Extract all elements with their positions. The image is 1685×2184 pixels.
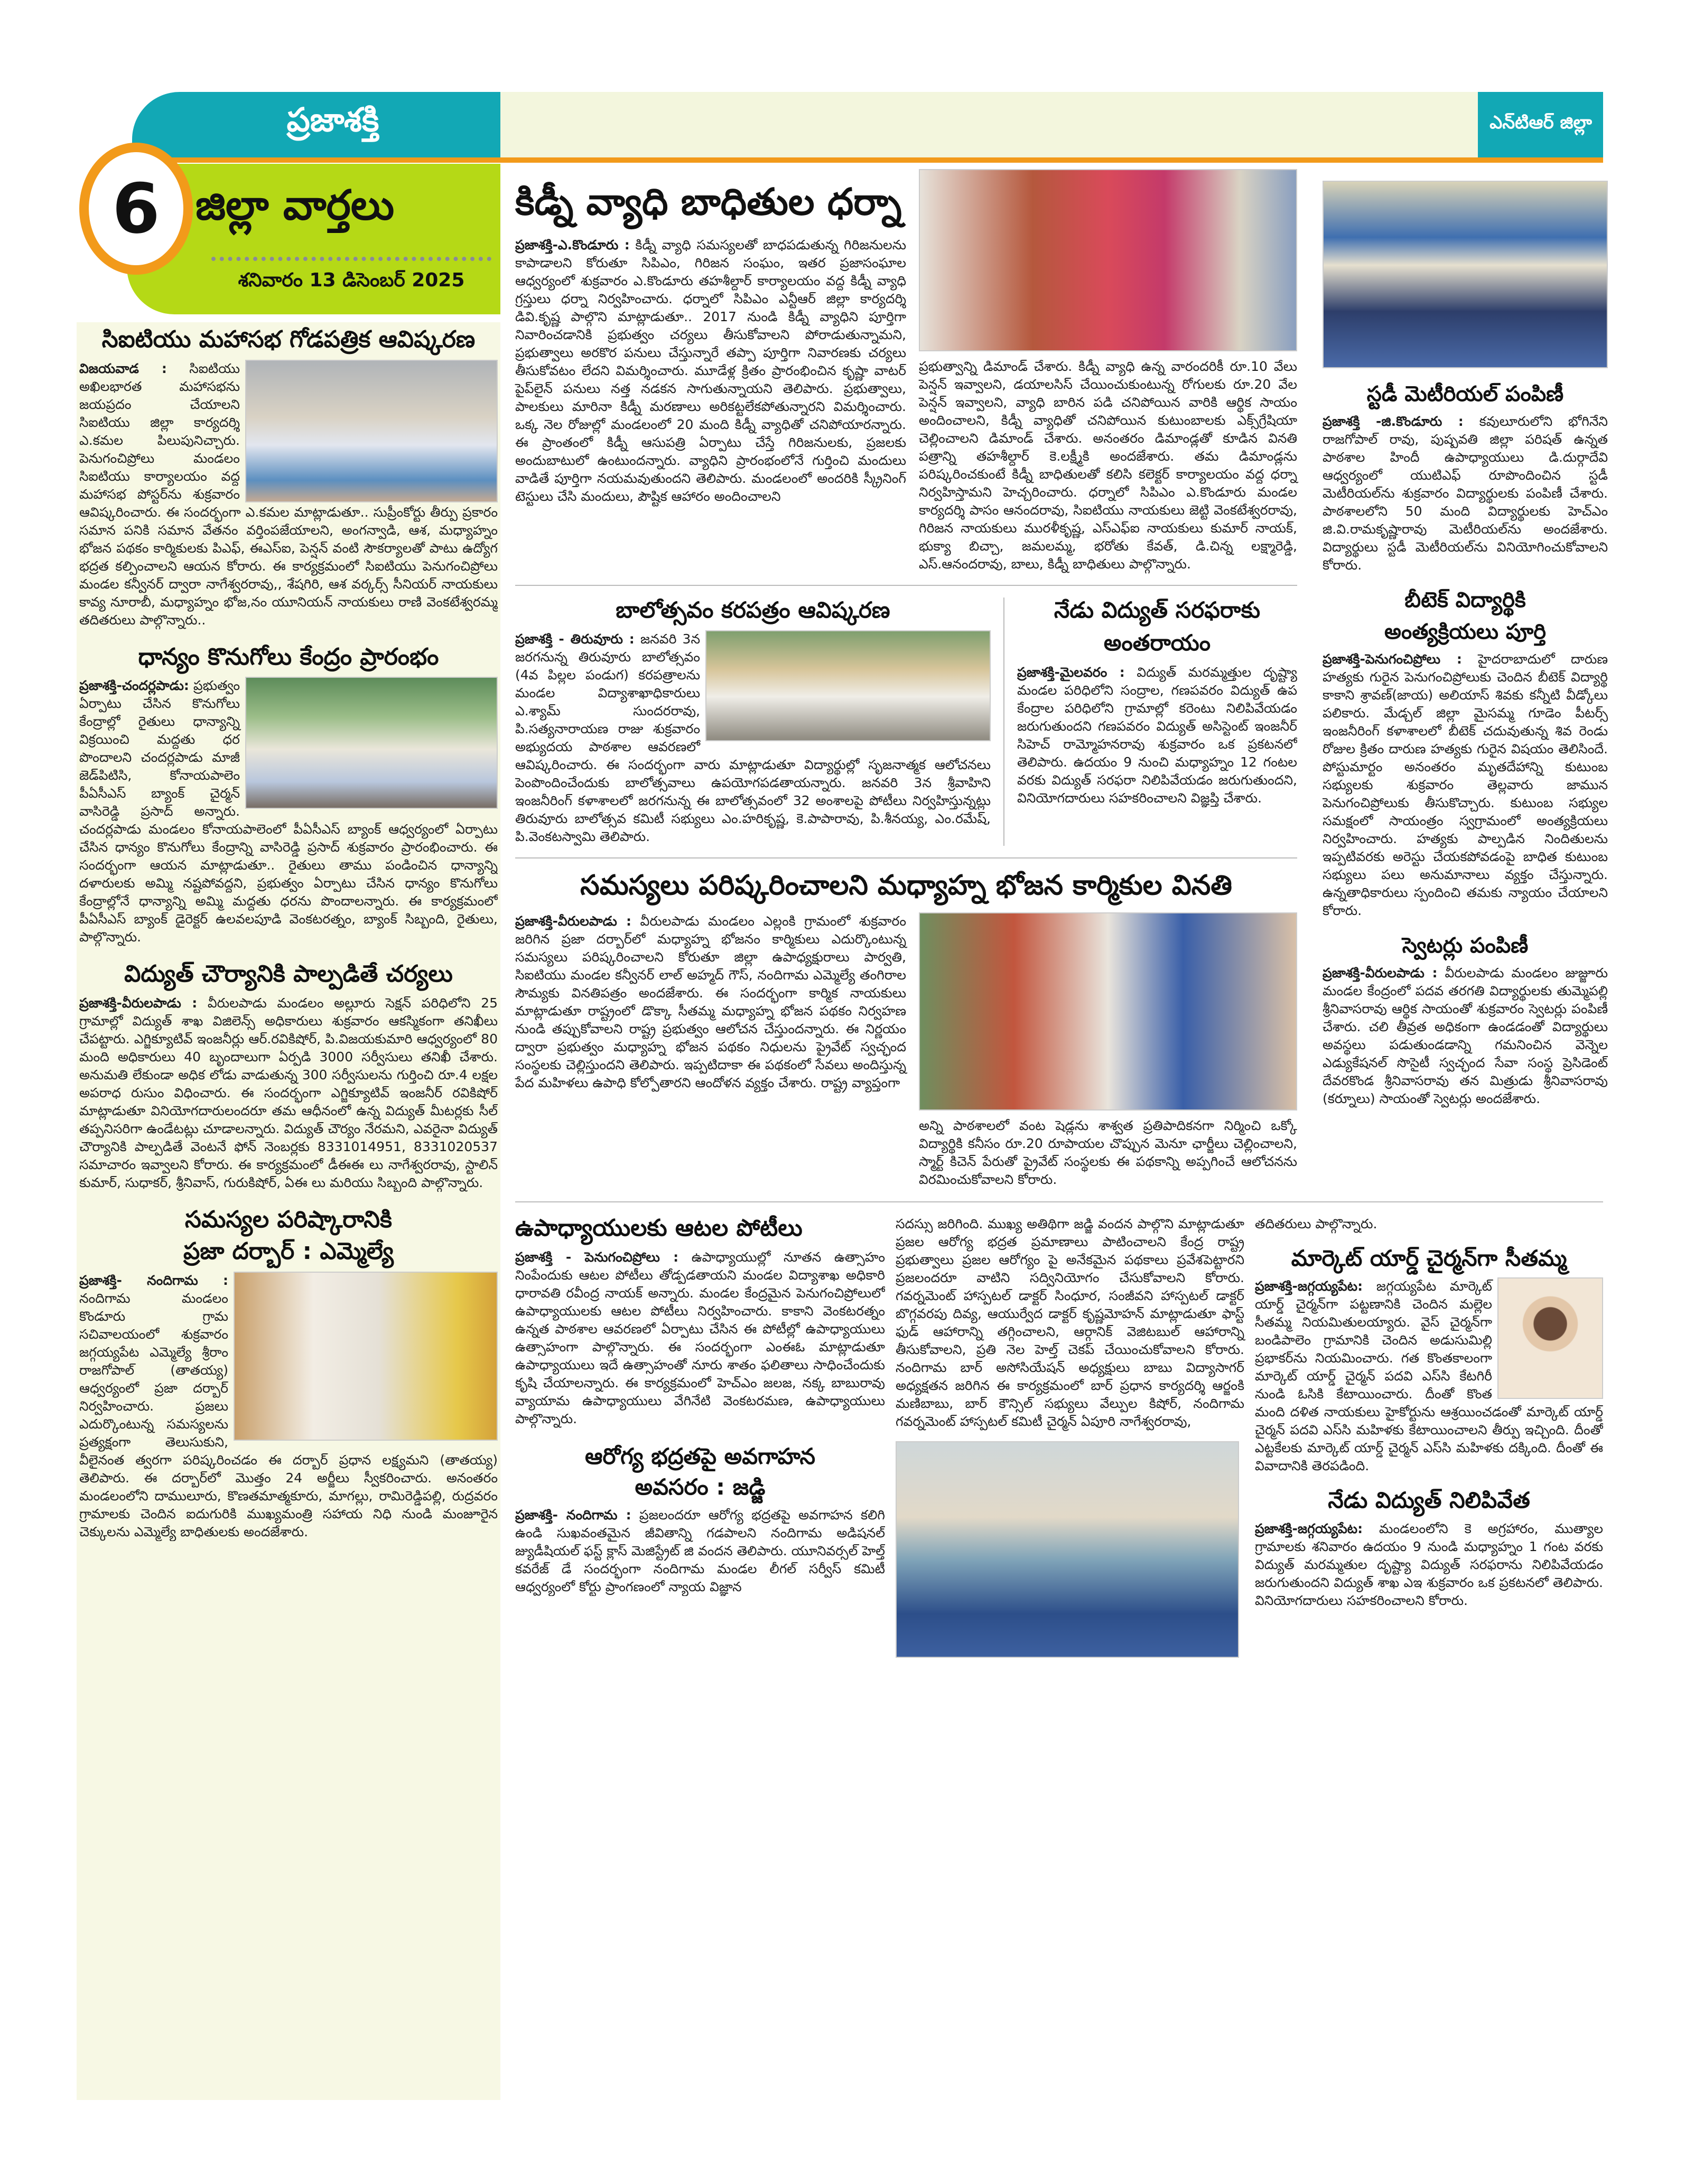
dotted-divider (211, 257, 491, 261)
lower-col2 (896, 1215, 1244, 1658)
article-power-stop (1255, 1488, 1603, 1609)
date-line: శనివారం 13 డిసెంబర్ 2025 (238, 269, 465, 291)
body-text: జనవరి 3న జరగనున్న తిరువూరు బాలోత్సవం (4వ పిల్లల పండుగ) కరపత్రాలను మండల విద్యాశాఖాధికారులు ఎ.శ్యామ్ సుందరరావు, పి.సత్యనారాయణ రాజు శుక్రవారం అభ్యుదయ పాఠశాల ఆవరణలో ఆవిష్కరించారు. ఈ సందర్భంగా వారు మాట్లాడుతూ విద్యార్థుల్లో సృజనాత్మక ఆలోచనలు పెంపొందించేందుకు బాలోత్సవాలు ఉపయోగపడతాయన్నారు. జనవరి 3న శ్రీవాహిని ఇంజనీరింగ్ కళాశాలలో జరగనున్న ఈ బాలోత్సవంలో 32 అంశాలపై పోటీలు నిర్వహిస్తున్నట్లు తిరువూరు బాలోత్సవ కమిటీ సభ్యులు ఎం.హరికృష్ణ, కె.పాపారావు, పి.శీనయ్య, ఎం.రమేష్, పి.వెంకటస్వామి తెలిపారు. (515, 631, 991, 845)
body-text: ప్రభుత్వం ఏర్పాటు చేసిన కొనుగోలు కేంద్రాల్లో రైతులు ధాన్యాన్ని విక్రయించి మద్దతు ధర పొందాలని చందర్లపాడు మాజీ జెడ్‌పిటిసి, కోనాయపాలెం పీఏసీఎస్ బ్యాంక్ చైర్మన్ వాసిరెడ్డి ప్రసాద్ అన్నారు. చందర్లపాడు మండలం కోనాయపాలెంలో పీఏసీఎస్ బ్యాంక్ ఆధ్వర్యంలో ఏర్పాటు చేసిన ధాన్యం కొనుగోలు కేంద్రాన్ని వాసిరెడ్డి ప్రసాద్ శుక్రవారం ప్రారంభించారు. ఈ సందర్భంగా ఆయన మాట్లాడుతూ.. రైతులు తాము పండించిన ధాన్యాన్ని దళారులకు అమ్మి నష్టపోవద్దని, ప్రభుత్వం ఏర్పాటు చేసిన ధాన్యం కొనుగోలు కేంద్రాల్లోనే ధాన్యాన్ని అమ్మి మద్దతు ధరను పొందాలన్నారు. ఈ కార్యక్రమంలో పీఏసీఎస్ బ్యాంక్ డైరెక్టర్ ఉలవలపూడి వెంకటరత్నం, బ్యాంక్ సిబ్బంది, రైతులు, పాల్గొన్నారు. (79, 678, 498, 945)
section-title: జిల్లా వార్తలు (196, 182, 395, 229)
headline: స్టడీ మెటీరియల్ పంపిణీ (1366, 382, 1564, 406)
body-text: నందిగామ మండలం కొండూరు గ్రామ సచివాలయంలో శుక్రవారం జగ్గయ్యపేట ఎమ్మెల్యే శ్రీరాం రాజగోపాల్ (తాతయ్య) ఆధ్వర్యంలో ప్రజా దర్బార్ నిర్వహించారు. ప్రజలు ఎదుర్కొంటున్న సమస్యలను ప్రత్యక్షంగా తెలుసుకుని, వీలైనంత త్వరగా పరిష్కరించడం ఈ దర్బార్ ప్రధాన లక్ష్యమని (తాతయ్య) తెలిపారు. ఈ దర్బార్‌లో మొత్తం 24 అర్జీలు స్వీకరించారు. అనంతరం మండలంలోని దాములూరు, కొణతమాత్మకూరు, మాగల్లు, రామిరెడ్డిపల్లి, రుద్రవరం గ్రామాలకు చెందిన ఐదుగురికి ముఖ్యమంత్రి సహాయ నిధి నుండి మంజూరైన చెక్కులను ఎమ్మెల్యే బాధితులకు అందజేశారు. (79, 1290, 498, 1539)
body-text: మండలంలోని కె అగ్రహారం, ముత్యాల గ్రామాలకు శనివారం ఉదయం 9 నుండి మధ్యాహ్నం 1 గంట వరకు విద్యుత్ మరమ్మతుల దృష్ట్యా విద్యుత్ సరఫరాను నిలిపివేయడం జరుగుతుందని విద్యుత్ శాఖ ఎఇ శుక్రవారం ఒక ప్రకటనలో తెలిపారు. వినియోగదారులు సహకరించాలని కోరారు. (1255, 1520, 1603, 1608)
left-column (77, 322, 500, 2100)
headline: ఉపాధ్యాయులకు ఆటల పోటీలు (515, 1215, 803, 1242)
headline-kidney: కిడ్నీ వ్యాధి బాధితుల ధర్నా (515, 180, 902, 223)
balotsavam-power-row (515, 598, 1297, 846)
article-health (515, 1444, 885, 1597)
headline-line-1: నేడు విద్యుత్ సరఫరాకు (1054, 598, 1261, 623)
photo-seethamma (1497, 1277, 1603, 1399)
headline-line-1: ఆరోగ్య భద్రతపై అవగాహన (584, 1443, 816, 1469)
right-column (1323, 169, 1608, 1108)
article-praja-darbar (79, 1207, 498, 1541)
dateline: ప్రజాశక్తి- నందిగామ : (79, 1272, 228, 1288)
main-area (515, 169, 1608, 1658)
upper-section (515, 169, 1608, 1189)
dateline: ప్రజాశక్తి-వీరులపాడు : (79, 995, 198, 1011)
kidney-col1 (515, 169, 906, 506)
headline: ధాన్యం కొనుగోలు కేంద్రం ప్రారంభం (138, 643, 439, 670)
dateline: ప్రజాశక్తి- నందిగామ : (515, 1507, 631, 1523)
headline-line-2: అంతరాయం (1103, 630, 1211, 656)
article-sweaters (1323, 934, 1608, 1108)
headline-line-2: అవసరం : జడ్జి (635, 1473, 766, 1500)
headline-line-2: అంత్యక్రియలు పూర్తి (1384, 620, 1547, 644)
masthead-band-middle (500, 92, 1478, 157)
headline: విద్యుత్ చౌర్యానికి పాల్పడితే చర్యలు (124, 961, 453, 988)
headline: మార్కెట్ యార్డ్ చైర్మన్‌గా సీతమ్మ (1291, 1246, 1567, 1272)
body-text: కిడ్నీ వ్యాధి సమస్యలతో బాధపడుతున్న గిరిజనులను కాపాడాలని కోరుతూ సిపిఎం, గిరిజన సంఘం, ఇతర ప్రజాసంఘాల ఆధ్వర్యంలో శుక్రవారం ఎ.కొండూరు తహశీల్దార్ కార్యాలయం వద్ద కిడ్నీ వ్యాధి గ్రస్తులు ధర్నా నిర్వహించారు. ధర్నాలో సిపిఎం ఎన్టీఆర్ జిల్లా కార్యదర్శి డివి.కృష్ణ పాల్గొని మాట్లాడుతూ.. 2017 నుండి కిడ్నీ వ్యాధిని పూర్తిగా నివారించడానికి ప్రభుత్వం చర్యలు తీసుకోవాలని పోరాడుతున్నామని, ప్రభుత్వాలు అరకొర పనులు చేస్తున్నారే తప్పా పూర్తిగా నివారణకు చర్యలు తీసుకోవటం లేదని విమర్శించారు. మూడేళ్ల క్రితం ప్రారంభించిన కృష్ణా వాటర్ పైప్‌లైన్ పనులు నత్త నడకన సాగుతున్నాయని తెలిపారు. ప్రభుత్వాలు, పాలకులు మారినా కిడ్నీ మరణాలు అరికట్టలేకపోతున్నారని విమర్శించారు. ఒక్క నెల రోజుల్లో మండలంలో 20 మంది కిడ్నీ వ్యాధితో చనిపోయారన్నారు. ఈ ప్రాంతంలో కిడ్నీ ఆసుపత్రి ఏర్పాటు చేస్తే గిరిజనులకు, ప్రజలకు అందుబాటులో ఉంటుందన్నారు. వ్యాధిని ప్రారంభంలోనే గుర్తించి మందులు వాడితే పూర్తిగా నయమవుతుందని తెలిపారు. మండలంలో అందరికి స్క్రీనింగ్ టెస్టులు చేసి మందులు, పౌష్టిక ఆహారం అందించాలని (515, 237, 906, 504)
district-label: ఎన్‌టిఆర్ జిల్లా (1489, 112, 1592, 133)
body-text: ఉపాధ్యాయుల్లో నూతన ఉత్సాహం నింపేందుకు ఆటల పోటీలు తోడ్పడతాయని మండల విద్యాశాఖ అధికారి ధారావతి రవీంద్ర నాయక్ అన్నారు. మండల కేంద్రమైన పెనుగంచిప్రోలులో ఉపాధ్యాయులకు ఆటల పోటీలు నిర్వహించారు. కాకాని వెంకటరత్నం ఉన్నత పాఠశాల ఆవరణలో ఏర్పాటు చేసిన ఈ పోటీల్లో ఉపాధ్యాయులు ఉత్సాహంగా పాల్గొన్నారు. ఈ సందర్భంగా ఎంఈఓ మాట్లాడుతూ ఉపాధ్యాయులు ఇదే ఉత్సాహంతో నూరు శాతం ఫలితాలు సాధించేందుకు కృషి చేయాలన్నారు. ఈ కార్యక్రమంలో హెచ్ఎం జలజ, నక్క బాబురావు వ్యాయామ ఉపాధ్యాయులు వేగినేటి వెంకటరమణ, ఉపాధ్యాయులు పాల్గొన్నారు. (515, 1249, 885, 1426)
article-balotsavam (515, 598, 991, 846)
body-text: సదస్సు జరిగింది. ముఖ్య అతిథిగా జడ్జి వందన పాల్గొని మాట్లాడుతూ ప్రజల ఆరోగ్య భద్రత ప్రమాణాలు పాటించాలని కేంద్ర రాష్ట్ర ప్రభుత్వాలు ప్రజల ఆరోగ్యం పై అనేకమైన పథకాలు ప్రవేశపెట్టారని ప్రజలందరూ వాటిని సద్వినియోగం చేసుకోవాలని కోరారు. గవర్నమెంట్ హాస్పటల్ డాక్టర్ సింధూర, సంజీవని హాస్పటల్ డాక్టర్ బొగ్గవరపు దివ్య, ఆయుర్వేద డాక్టర్ కృష్ణమోహన్ మాట్లాడుతూ ఫాస్ట్ ఫుడ్ ఆహారాన్ని తగ్గించాలని, ఆర్గానిక్ వెజిటబుల్ ఆహారాన్ని తీసుకోవాలని, ప్రతి నెల హెల్త్ చెకప్ చేయించుకోవాలని కోరారు. నందిగామ బార్ అసోసియేషన్ అధ్యక్షులు బాబు విద్యాసాగర్ అధ్యక్షతన జరిగిన ఈ కార్యక్రమంలో బార్ ప్రధాన కార్యదర్శి ఆర్జంకి మణిబాబు, బార్ కౌన్సిల్ సభ్యులు వేల్పుల కిషోర్, నందిగామ గవర్నమెంట్ హాస్పటల్ కమిటీ చైర్మన్ ఏపూరి నాగేశ్వరరావు, (896, 1216, 1244, 1430)
midday-columns (515, 912, 1297, 1189)
headline-line-1: సమస్యల పరిష్కారానికి (185, 1206, 392, 1233)
article-health-continued (896, 1215, 1244, 1431)
photo-balotsavam (705, 630, 991, 741)
divider (515, 585, 1297, 586)
dateline: ప్రజాశక్తి - తిరువూరు : (515, 631, 635, 647)
body-text: వీరులపాడు మండలం జుజ్జూరు మండల కేంద్రంలో పదవ తరగతి విద్యార్థులకు తుమ్మెపల్లి శ్రీనివాసరావు ఆర్థిక సాయంతో శుక్రవారం స్వెటర్లు పంపిణీ చేశారు. చలి తీవ్రత అధికంగా ఉండడంతో విద్యార్థులు అవస్థలు పడుతుండడాన్ని గమనించిన వెన్నెల ఎడ్యుకేషనల్ సొసైటీ స్వచ్ఛంద సేవా సంస్థ ప్రెసిడెంట్ దేవరకొండ శ్రీనివాసరావు తన మిత్రుడు శ్రీనివాసరావు (కర్నూలు) సాయంతో స్వెటర్లు అందజేశారు. (1323, 965, 1608, 1106)
article-citu (79, 326, 498, 629)
body-text: ప్రజలందరూ ఆరోగ్య భద్రతపై అవగాహన కలిగి ఉండి సుఖవంతమైన జీవితాన్ని గడపాలని నందిగామ అడిషనల్ జ్యుడీషియల్ ఫస్ట్ క్లాస్ మెజిస్ట్రేట్ జి వందన తెలిపారు. యూనివర్సల్ హెల్త్ కవరేజ్ డే సందర్భంగా నందిగామ మండల లీగల్ సర్వీస్ కమిటీ ఆధ్వర్యంలో కోర్టు ప్రాంగణంలో న్యాయ విజ్ఞాన (515, 1507, 885, 1595)
headline: సిఐటియు మహాసభ గోడపత్రిక ఆవిష్కరణ (101, 326, 476, 353)
article-btech (1323, 588, 1608, 920)
photo-kidney-dharna (919, 169, 1297, 351)
dateline: ప్రజాశక్తి-చందర్లపాడు: (79, 678, 189, 694)
photo-health-awareness (896, 1441, 1239, 1658)
divider (515, 1201, 1603, 1202)
dateline: ప్రజాశక్తి-జగ్గయ్యపేట: (1255, 1278, 1363, 1294)
dateline: ప్రజాశక్తి -జి.కొండూరు : (1323, 414, 1464, 429)
dateline: ప్రజాశక్తి-జగ్గయ్యపేట: (1255, 1520, 1363, 1536)
market-lead-in: తదితరులు పాల్గొన్నారు. (1255, 1216, 1377, 1232)
article-power-outage (1017, 598, 1297, 807)
dateline: ప్రజాశక్తి-ఎ.కొండూరు : (515, 237, 630, 253)
divider (1003, 598, 1004, 846)
photo-study-material (1323, 181, 1608, 368)
photo-grain-centre (245, 677, 498, 809)
lower-col1 (515, 1215, 885, 1596)
headline: నేడు విద్యుత్ నిలిపివేత (1328, 1488, 1530, 1514)
article-kidney (515, 169, 1297, 573)
lower-col3 (1255, 1215, 1603, 1610)
article-teachers-games (515, 1215, 885, 1428)
headline: బాలోత్సవం కరపత్రం ఆవిష్కరణ (616, 598, 890, 623)
headline-line-2: ప్రజా దర్బార్ : ఎమ్మెల్యే (183, 1238, 394, 1265)
article-market-yard (1255, 1246, 1603, 1475)
article-grain (79, 644, 498, 947)
body-text: విద్యుత్ మరమ్మత్తుల దృష్ట్యా మండల పరిధిలోని సంద్రాల, గణపవరం విద్యుత్ ఉప కేంద్రాల పరిధిలోని గ్రామాల్లో కరెంటు నిలిపివేయడం జరుగుతుందని గణపవరం విద్యుత్ అసిస్టెంట్ ఇంజనీర్ సిహెచ్ రామ్మోహనరావు శుక్రవారం ఒక ప్రకటనలో తెలిపారు. ఉదయం 9 నుంచి మధ్యాహ్నం 12 గంటల వరకు విద్యుత్ సరఫరా నిలిపివేయడం జరుగుతుందని, వినియోగదారులు సహకరించాలని విజ్ఞప్తి చేశారు. (1017, 664, 1297, 806)
photo-praja-darbar (234, 1272, 498, 1441)
body-text: అన్ని పాఠశాలలో వంట షెడ్లను శాశ్వత ప్రతిపాదికనగా నిర్మించి ఒక్కో విద్యార్థికి కనీసం రూ.20 రూపాయల చొప్పున మెనూ ఛార్జీలు చెల్లించాలని, స్మార్ట్ కిచెన్ పేరుతో ప్రైవేట్ సంస్థలకు ఈ పథకాన్ని అప్పగించే ఆలోచనను విరమించుకోవాలని కోరారు. (919, 1118, 1297, 1188)
dateline: ప్రజాశక్తి - పెనుగంచిప్రోలు : (515, 1249, 679, 1265)
photo-citu-poster (245, 360, 498, 502)
page-number-badge (79, 143, 193, 275)
body-text: సిఐటియు అఖిలభారత మహాసభను జయప్రదం చేయాలని సిఐటియు జిల్లా కార్యదర్శి ఎ.కమల పిలుపునిచ్చారు. పెనుగంచిప్రోలు మండలం సిఐటియు కార్యాలయం వద్ద మహాసభ పోస్టర్‌ను శుక్రవారం ఆవిష్కరించారు. ఈ సందర్భంగా ఎ.కమల మాట్లాడుతూ.. సుప్రీంకోర్టు తీర్పు ప్రకారం సమాన పనికి సమాన వేతనం వర్తింపజేయాలని, అంగన్వాడి, ఆశ, మధ్యాహ్నం భోజన పథకం కార్మికులకు పిఎఫ్, ఈఎస్ఐ, పెన్షన్ వంటి సౌకర్యాలతో పాటు ఉద్యోగ భద్రత కల్పించాలని ఆయన కోరారు. ఈ కార్యక్రమంలో సిఐటియు పెనుగంచిప్రోలు మండల కన్వీనర్ ద్వారా నాగేశ్వరరావు,, శేషగిరి, ఆశ వర్కర్స్ సీనియర్ నాయకులు కావ్య నూరాబీ, మధ్యాహ్నం భోజ,నం యూనియన్ నాయకులు రాణి వెంకటేశ్వరమ్మ తదితరులు పాల్గొన్నారు.. (79, 360, 498, 628)
body-text: హైదరాబాదులో దారుణ హత్యకు గురైన పెనుగంచిప్రోలుకు చెందిన బీటెక్ విద్యార్థి కాకాని శ్రావణ్(జాయ) అలియాస్ శివకు కన్నీటి వీడ్కోలు పలికారు. మేడ్చల్ జిల్లా మైసమ్మ గూడెం పీటర్స్ ఇంజనీరింగ్ కళాశాలలో బీటెక్ చదువుతున్న శివ రెండు రోజుల క్రితం దారుణ హత్యకు గురైన విషయం తెలిసిందే. పోస్టుమార్టం అనంతరం మృతదేహాన్ని కుటుంబ సభ్యులకు శుక్రవారం తెల్లవారు జామున పెనుగంచిప్రోలుకు తీసుకొచ్చారు. కుటుంబ సభ్యుల సమక్షంలో సాయంత్రం స్వగ్రామంలో అంత్యక్రియలు నిర్వహించారు. హత్యకు పాల్పడిన నిందితులను ఇప్పటివరకు అరెస్టు చేయకపోవడంపై బాధిత కుటుంబ సభ్యులు పలు అనుమానాలు వ్యక్తం చేస్తున్నారు. ఉన్నతాధికారులు స్పందించి తమకు న్యాయం చేయాలని కోరారు. (1323, 651, 1608, 918)
middle-column (515, 169, 1297, 1189)
kidney-col2 (919, 169, 1297, 573)
body-text: ప్రభుత్వాన్ని డిమాండ్ చేశారు. కిడ్నీ వ్యాధి ఉన్న వారందరికీ రూ.10 వేలు పెన్షన్ ఇవ్వాలని, డయాలసిస్ చేయించుకుంటున్న రోగులకు రూ.20 వేల పెన్షన్ ఇవ్వాలని, వ్యాధి బారిన పడి చనిపోయిన వారికి ఆర్థిక సాయం అందించాలని, కిడ్నీ వ్యాధితో చనిపోయిన కుటుంబాలకు ఎక్స్‌గ్రేషియా చెల్లించాలని డిమాండ్ చేశారు. అనంతరం డిమాండ్లతో కూడిన వినతి పత్రాన్ని తహశీల్దార్ కె.లక్ష్మీకి అందజేశారు. తమ డిమాండ్లను పరిష్కరించకుంటే కిడ్నీ బాధితులతో కలిసి కలెక్టర్ కార్యాలయం వద్ద ధర్నా నిర్వహిస్తామని హెచ్చరించారు. ధర్నాలో సిపిఎం ఎ.కొండూరు మండల కార్యదర్శి పాసం ఆనందరావు, సిఐటియు నాయకులు జెట్టి వెంకటేశ్వరరావు, గిరిజన నాయకులు మురళీకృష్ణ, ఎస్ఎఫ్ఐ నాయకులు కుమార్ నాయక్, భుక్యా బిచ్చా, జమలమ్మ, భరోతు కేవత్, డి.చిన్న లక్ష్మారెడ్డి, ఎస్.ఆనందరావు, బాలు, కిడ్నీ బాధితులు పాల్గొన్నారు. (919, 359, 1297, 572)
article-power-theft (79, 961, 498, 1192)
masthead-orange-rule (132, 157, 1603, 163)
photo-midday-meal (919, 912, 1297, 1110)
body-text: కవులూరులోని భోగినేని రాజగోపాల్ రావు, పుష్పవతి జిల్లా పరిషత్ ఉన్నత పాఠశాల హిందీ ఉపాధ్యాయులు డి.దుర్గాదేవి ఆధ్వర్యంలో యుటిఎఫ్ రూపొందించిన స్టడీ మెటీరియల్‌ను శుక్రవారం విద్యార్థులకు పంపిణీ చేశారు. పాఠశాలలోని 50 మంది విద్యార్థులకు హెచ్ఎం జి.వి.రామకృష్ణారావు మెటీరియల్‌ను అందజేశారు. విద్యార్థులు స్టడీ మెటీరియల్‌ను వినియోగించుకోవాలని కోరారు. (1323, 414, 1608, 573)
article-study-material (1323, 382, 1608, 574)
dateline: ప్రజాశక్తి-మైలవరం : (1017, 664, 1125, 680)
body-text: వీరులపాడు మండలం ఎల్లంకి గ్రామంలో శుక్రవారం జరిగిన ప్రజా దర్బార్‌లో మధ్యాహ్న భోజనం కార్మికులు ఎదుర్కొంటున్న సమస్యలు పరిష్కరించాలని కోరుతూ జిల్లా ఉపాధ్యక్షురాలు పార్వతి, సిఐటియు మండల కన్వీనర్ లాల్ అహ్మద్ గౌస్, నందిగామ ఎమ్మెల్యే తంగిరాల సౌమ్యకు వినతిపత్రం అందజేశారు. ఈ సందర్భంగా కార్మిక నాయకులు మాట్లాడుతూ రాష్ట్రంలో డొక్కా సీతమ్మ మధ్యాహ్న భోజన పథకం నిర్వహణ నుండి తప్పుకోవాలని రాష్ట్ర ప్రభుత్వం ఆలోచన చేస్తుందన్నారు. ఈ నిర్ణయం ద్వారా ప్రభుత్వం మధ్యాహ్న భోజన పథకం నిధులను ప్రైవేట్ స్వచ్ఛంద సంస్థలకు చెల్లిస్తుందని తెలిపారు. ఇప్పటిదాకా ఈ పథకంలో సేవలు అందిస్తున్న పేద మహిళలు ఉపాధి కోల్పోతారని ఆందోళన వ్యక్తం చేశారు. రాష్ట్ర వ్యాప్తంగా (515, 913, 906, 1091)
dateline: ప్రజాశక్తి-పెనుగంచిప్రోలు : (1323, 651, 1462, 667)
article-midday-col1 (515, 912, 906, 1092)
body-text: జగ్గయ్యపేట మార్కెట్ యార్డ్ చైర్మన్‌గా పట్టణానికి చెందిన మల్లెల సీతమ్మ నియమితులయ్యారు. వైస్ చైర్మన్‌గా బండిపాలెం గ్రామానికి చెందిన అడుసుమిల్లి ప్రభాకర్‌ను నియమించారు. గత కొంతకాలంగా మార్కెట్ యార్డ్ చైర్మన్ పదవి ఎస్‌సి కేటగిరీ నుండి ఓసికి కేటాయించారు. దీంతో కొంత మంది దళిత నాయకులు హైకోర్టును ఆశ్రయించడంతో మార్కెట్ యార్డ్ చైర్మన్ పదవి ఎస్‌సి మహిళకు కేటాయించాలని తీర్పు ఇచ్చింది. దీంతో ఎట్టకేలకు మార్కెట్ యార్డ్ చైర్మన్ ఎస్‌సి మహిళకు దక్కింది. దీంతో ఈ వివాదానికి తెరపడింది. (1255, 1278, 1603, 1474)
dateline: విజయవాడ : (79, 360, 167, 376)
headline: స్వెటర్లు పంపిణీ (1402, 934, 1529, 958)
article-midday-col2 (919, 912, 1297, 1189)
dateline: ప్రజాశక్తి-వీరులపాడు : (515, 913, 632, 929)
lower-section (515, 1215, 1603, 1658)
dateline: ప్రజాశక్తి-వీరులపాడు : (1323, 965, 1438, 981)
paper-name: ప్రజాశక్తి (286, 100, 379, 139)
body-text: వీరులపాడు మండలం అల్లూరు సెక్షన్ పరిధిలోని 25 గ్రామాల్లో విద్యుత్ శాఖ విజిలెన్స్ అధికారులు శుక్రవారం ఆకస్మికంగా తనిఖీలు చేపట్టారు. ఎగ్జిక్యూటివ్ ఇంజనీర్లు ఆర్.రవికిషోర్, పి.విజయకుమారి ఆధ్వర్యంలో 80 మంది అధికారులు 40 బృందాలుగా ఏర్పడి 3000 సర్వీసులు తనిఖీ చేశారు. అనుమతి లేకుండా అధిక లోడు వాడుతున్న 300 సర్వీసులను గుర్తించి రూ.4 లక్షల అపరాధ రుసుం విధించారు. ఈ సందర్భంగా ఎగ్జిక్యూటివ్ ఇంజనీర్ రవికిషోర్ మాట్లాడుతూ వినియోగదారులందరూ తమ ఆధీనంలో ఉన్న విద్యుత్ మీటర్లకు సీల్ తప్పనిసరిగా ఉండేటట్లు చూడాలన్నారు. విద్యుత్ చౌర్యం నేరమని, ఎవరైనా విద్యుత్ చౌర్యానికి పాల్పడితే వెంటనే ఫోన్ నెంబర్లకు 8331014951, 8331020537 సమాచారం ఇవ్వాలని కోరారు. ఈ కార్యక్రమంలో డీఈఈ లు నాగేశ్వరరావు, స్టాలిన్ కుమార్, సుధాకర్, శ్రీనివాస్, గురుకిషోర్, ఏఈ లు మరియు సిబ్బంది పాల్గొన్నారు. (79, 995, 498, 1190)
divider (515, 857, 1297, 858)
headline-line-1: బీటెక్ విద్యార్థికి (1404, 588, 1526, 612)
article-midday-meal (515, 870, 1297, 1189)
page-number: 6 (112, 169, 160, 249)
headline-midday-meal: సమస్యలు పరిష్కరించాలని మధ్యాహ్న భోజన కార్మికుల వినతి (580, 870, 1232, 902)
